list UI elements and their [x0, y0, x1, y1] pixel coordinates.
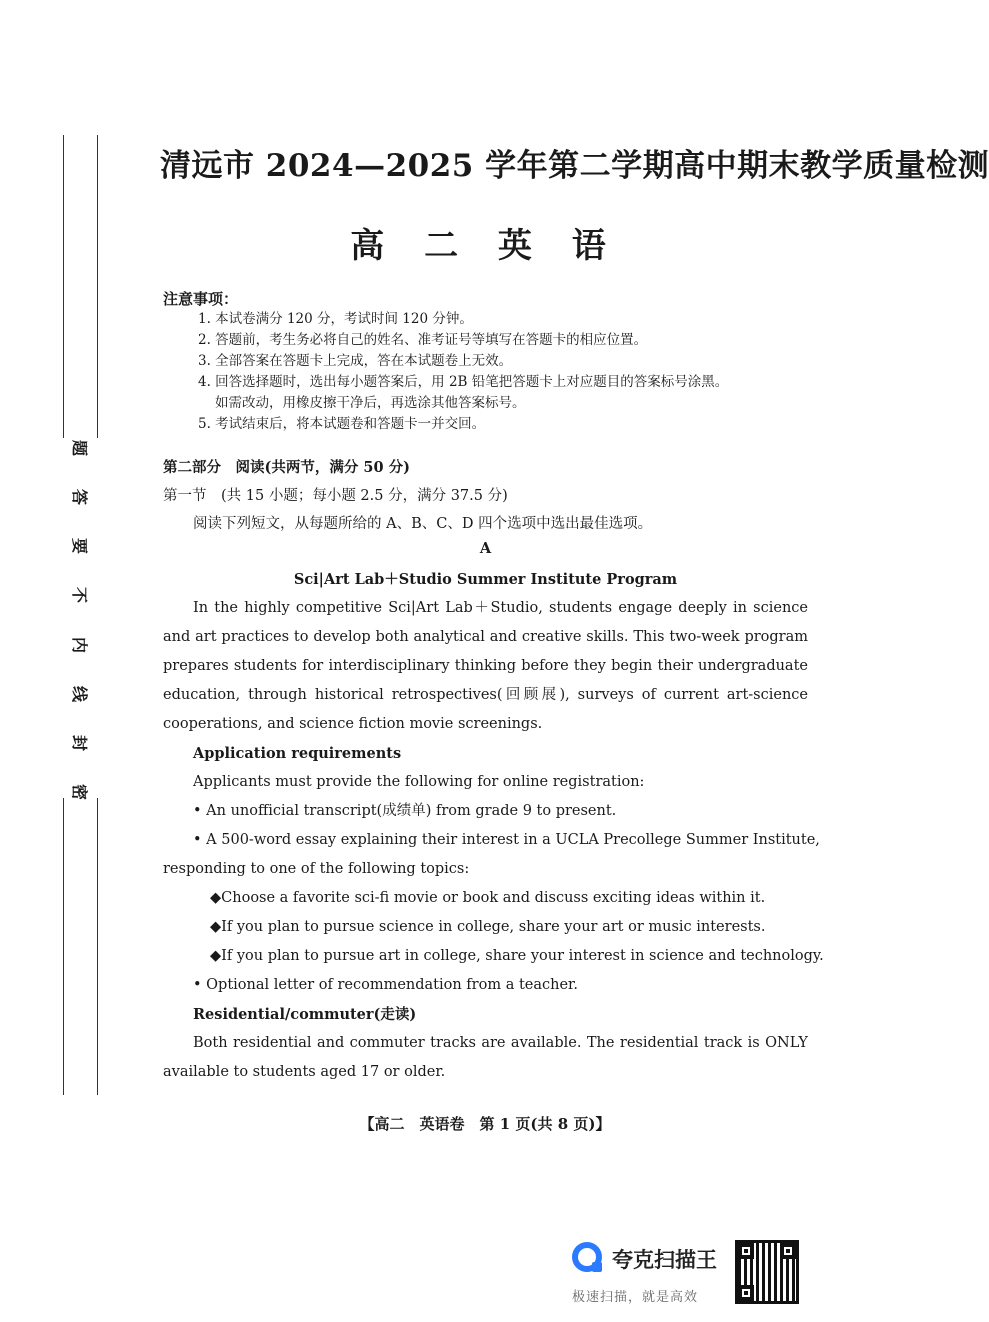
subject-title: 高 二 英 语: [350, 226, 620, 266]
qr-finder: [738, 1285, 754, 1301]
notice-item-continued: 如需改动，用橡皮擦干净后，再选涂其他答案标号。: [215, 395, 526, 411]
section-heading: 第一节 (共 15 小题；每小题 2.5 分，满分 37.5 分): [163, 488, 508, 504]
passage-letter: A: [479, 540, 492, 557]
essay-topic: ◆Choose a favorite sci-fi movie or book and discuss exciting ideas within it.: [210, 890, 766, 906]
residential-text: Both residential and commuter tracks are available. The residential track is ONLY available to students aged 17 or older.: [163, 1035, 808, 1080]
notice-heading: 注意事项：: [163, 290, 239, 308]
qr-code-icon: [735, 1240, 799, 1304]
application-intro: Applicants must provide the following for online registration:: [193, 774, 645, 790]
notice-item: 3. 全部答案在答题卡上完成，答在本试题卷上无效。: [198, 353, 513, 369]
requirement-item: [163, 826, 820, 855]
requirement-item: • Optional letter of recommendation from a teacher.: [193, 977, 578, 993]
scanner-app-name: 夸克扫描王: [612, 1248, 717, 1272]
passage-title: Sci|Art Lab＋Studio Summer Institute Program: [293, 571, 678, 588]
part-heading: 第二部分 阅读(共两节，满分 50 分): [163, 459, 410, 476]
requirement-text: • A 500-word essay explaining their interest in a UCLA Precollege Summer Institute,: [193, 832, 820, 848]
binding-char: 要: [69, 538, 89, 555]
binding-char: 不: [69, 587, 89, 604]
binding-char: 封: [69, 734, 89, 751]
binding-char: 内: [69, 636, 89, 653]
binding-char: 题: [69, 439, 89, 457]
passage-intro: In the highly competitive Sci|Art Lab＋Studio, students engage deeply in science and art practices to develop both analytical and creative skills. This two-week program prepares students for interdisciplinary thinking before they begin their undergraduate education, through historical retrospectives(回顾展), surveys of current art-science cooperations, and science fiction movie screenings.: [163, 600, 808, 732]
notice-item: 5. 考试结束后，将本试题卷和答题卡一并交回。: [198, 416, 486, 432]
qr-finder: [780, 1243, 796, 1259]
application-heading: Application requirements: [193, 745, 402, 762]
notice-list: [198, 309, 818, 435]
residential-heading: Residential/commuter(走读): [193, 1006, 417, 1023]
page-footer: 【高二 英语卷 第 1 页(共 8 页)】: [359, 1115, 611, 1133]
exam-title: 清远市 2024—2025 学年第二学期高中期末教学质量检测: [160, 148, 989, 184]
essay-topic: ◆If you plan to pursue science in college, share your art or music interests.: [210, 919, 766, 935]
passage-body: [163, 594, 824, 1087]
binding-char: 密: [69, 783, 89, 800]
binding-text: [64, 440, 94, 800]
notice-item: 4. 回答选择题时，选出每小题答案后，用 2B 铅笔把答题卡上对应题目的答案标号涂黑。: [198, 374, 729, 390]
scanner-logo-icon: [572, 1242, 602, 1272]
qr-finder: [738, 1243, 754, 1259]
binding-char: 答: [69, 489, 89, 506]
reading-instruction: 阅读下列短文，从每题所给的 A、B、C、D 四个选项中选出最佳选项。: [193, 516, 653, 532]
binding-char: 线: [69, 685, 89, 702]
scanner-tagline: 极速扫描，就是高效: [572, 1290, 699, 1305]
notice-item: 2. 答题前，考生务必将自己的姓名、准考证号等填写在答题卡的相应位置。: [198, 332, 648, 348]
essay-topic: ◆If you plan to pursue art in college, share your interest in science and technology.: [210, 948, 824, 964]
requirement-item: • An unofficial transcript(成绩单) from grade 9 to present.: [193, 803, 617, 819]
requirement-item-continued: responding to one of the following topics:: [163, 861, 470, 877]
notice-item: 1. 本试卷满分 120 分，考试时间 120 分钟。: [198, 311, 473, 327]
